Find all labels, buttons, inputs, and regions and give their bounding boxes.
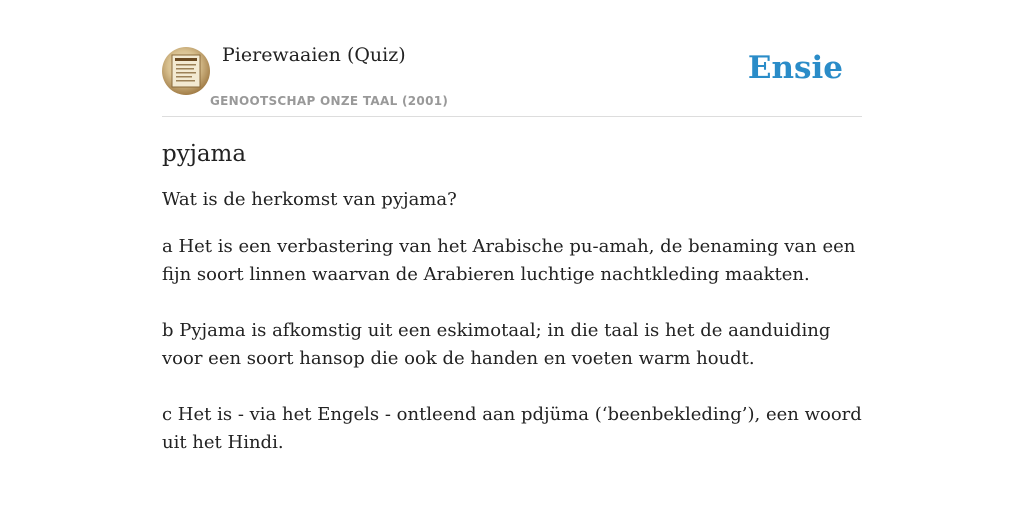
entry-title: pyjama <box>162 141 247 167</box>
quiz-question: Wat is de herkomst van pyjama? <box>162 189 457 210</box>
book-publisher: GENOOTSCHAP ONZE TAAL (2001) <box>210 94 449 108</box>
book-title-link[interactable]: Pierewaaien (Quiz) <box>222 44 406 66</box>
entry-content <box>162 138 862 485</box>
answer-option-b: b Pyjama is afkomstig uit een eskimotaal; in die taal is het de aanduiding voor een soort hansop die ook de handen en voeten warm houdt. <box>162 320 831 369</box>
ensie-logo[interactable]: Ensie <box>747 50 843 86</box>
answer-option-a: a Het is een verbastering van het Arabische pu-amah, de benaming van een fijn soort linnen waarvan de Arabieren luchtige nachtkleding maakten. <box>162 236 856 285</box>
answer-option-c: c Het is - via het Engels - ontleend aan pdjüma (‘beenbekleding’), een woord uit het Hindi. <box>162 404 862 453</box>
source-header <box>162 40 862 117</box>
book-cover-icon[interactable] <box>162 47 210 95</box>
